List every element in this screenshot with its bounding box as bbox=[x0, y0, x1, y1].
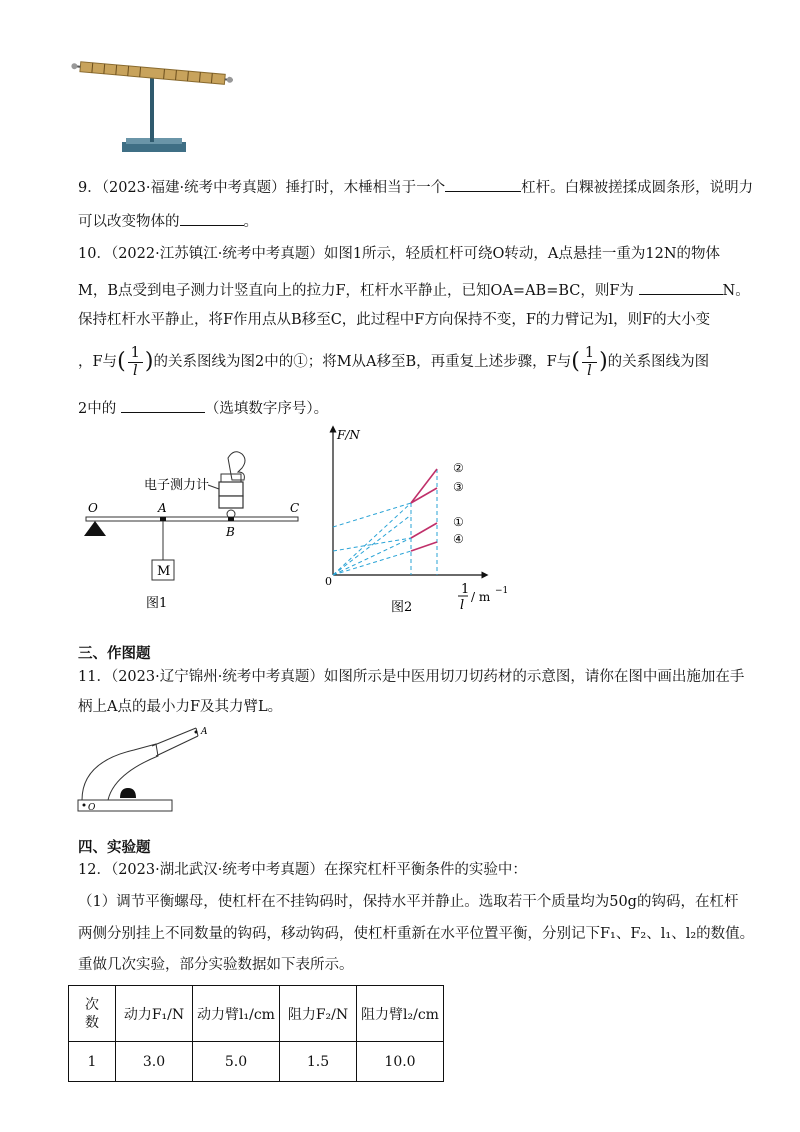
table-header-row bbox=[69, 986, 444, 1042]
q12-line4: 重做几次实验，部分实验数据如下表所示。 bbox=[78, 957, 354, 973]
x-label-num: 1 bbox=[461, 582, 470, 597]
table-cell: 1 bbox=[69, 1042, 116, 1082]
q10-text-e: 的关系图线为图 bbox=[607, 354, 710, 370]
table-row bbox=[69, 1042, 444, 1082]
graph-line-3 bbox=[411, 523, 437, 538]
q11-line2: 柄上A点的最小力F及其力臂L。 bbox=[78, 699, 283, 715]
fig1-caption: 图1 bbox=[146, 596, 168, 611]
frac-num: 1 bbox=[582, 345, 597, 363]
dash-line-4 bbox=[333, 551, 411, 575]
q10-text-f: 2中的 bbox=[78, 401, 117, 417]
table-cell: 1.5 bbox=[280, 1042, 357, 1082]
frac-den: l bbox=[132, 362, 138, 379]
dash-line-3 bbox=[333, 515, 411, 575]
dash-line-1 bbox=[333, 538, 411, 575]
q10-line2 bbox=[78, 278, 750, 301]
q9-text-c: 可以改变物体的 bbox=[78, 214, 180, 230]
q10-line1: 10．（2022·江苏镇江·统考中考真题）如图1所示，轻质杠杆可绕O转动，A点悬挂一重为12N的物体 bbox=[78, 246, 721, 262]
q9-line2 bbox=[78, 209, 258, 232]
q10-line4 bbox=[78, 340, 709, 384]
section-4-title: 四、实验题 bbox=[78, 840, 151, 856]
y-axis-label: F/N bbox=[337, 428, 360, 442]
q10-line5 bbox=[78, 396, 328, 419]
origin-label: 0 bbox=[325, 575, 332, 588]
label-b: B bbox=[226, 525, 235, 539]
figure-2-graph bbox=[315, 425, 515, 615]
x-label-unit-exp: −1 bbox=[495, 586, 509, 596]
label-c: C bbox=[290, 501, 300, 515]
q10-line3: 保持杠杆水平静止，将F作用点从B移至C，此过程中F方向保持不变，F的力臂记为l，则F的大小变 bbox=[78, 312, 711, 328]
q10-blank1[interactable] bbox=[639, 278, 723, 295]
q9-text-d: 。 bbox=[243, 214, 258, 230]
frac-den: l bbox=[587, 362, 592, 379]
q12-line1: 12．（2023·湖北武汉·统考中考真题）在探究杠杆平衡条件的实验中： bbox=[78, 862, 527, 878]
label-o: O bbox=[88, 501, 98, 515]
paren-right: ) bbox=[599, 349, 608, 374]
q9-text-a: 9．（2023·福建·统考中考真题）捶打时，木棰相当于一个 bbox=[78, 180, 446, 196]
label-a: A bbox=[158, 501, 167, 515]
q10-text-b: N。 bbox=[722, 283, 750, 299]
q10-blank2[interactable] bbox=[121, 396, 205, 413]
graph-line-label: ③ bbox=[453, 480, 464, 494]
table-header-cell: 阻力F₂/N bbox=[280, 986, 357, 1042]
fraction-1-over-l bbox=[128, 345, 143, 380]
paren-left: ( bbox=[117, 349, 126, 374]
q11-line1: 11．（2023·辽宁锦州·统考中考真题）如图所示是中医用切刀切药材的示意图，请你在图中画出施加在手 bbox=[78, 669, 745, 685]
fig2-caption: 图2 bbox=[391, 600, 413, 615]
q9-blank2[interactable] bbox=[180, 209, 244, 226]
lever-stand-illustration bbox=[70, 52, 240, 162]
q9-line1 bbox=[78, 175, 753, 198]
figure-1-lever bbox=[78, 440, 308, 615]
graph-line-label: ④ bbox=[453, 532, 464, 546]
table-header-cell: 次数 bbox=[69, 986, 116, 1042]
experiment-data-table bbox=[68, 985, 444, 1082]
table-header-cell: 动力臂l₁/cm bbox=[193, 986, 280, 1042]
x-label-unit: / m bbox=[471, 590, 491, 604]
q10-text-c: ，F与 bbox=[78, 354, 118, 370]
table-cell: 5.0 bbox=[193, 1042, 280, 1082]
knife-label-a: A bbox=[201, 727, 208, 737]
paren-left: ( bbox=[571, 349, 580, 374]
fraction-1-over-l bbox=[582, 345, 597, 380]
paren-right: ) bbox=[144, 349, 154, 374]
frac-num: 1 bbox=[128, 345, 143, 363]
cutting-knife-figure bbox=[74, 722, 208, 814]
graph-line-2 bbox=[411, 488, 437, 503]
q12-line3: 两侧分别挂上不同数量的钩码，移动钩码，使杠杆重新在水平位置平衡，分别记下F₁、F₂、l₁、l₂的数值。 bbox=[78, 926, 755, 942]
q12-line2: （1）调节平衡螺母，使杠杆在不挂钩码时，保持水平并静止。选取若干个质量均为50g的钩码，在杠杆 bbox=[78, 894, 739, 910]
table-header-cell: 动力F₁/N bbox=[116, 986, 193, 1042]
dash-line-2 bbox=[333, 503, 411, 575]
q9-blank1[interactable] bbox=[445, 175, 521, 192]
meter-label: 电子测力计 bbox=[144, 478, 210, 493]
q9-text-b: 杠杆。白粿被搓揉成圆条形，说明力 bbox=[521, 180, 754, 196]
section-3-title: 三、作图题 bbox=[78, 646, 151, 662]
graph-line-label: ② bbox=[453, 461, 464, 475]
q10-text-d: 的关系图线为图2中的①；将M从A移至B，再重复上述步骤，F与 bbox=[153, 354, 572, 370]
table-cell: 3.0 bbox=[116, 1042, 193, 1082]
mass-label: M bbox=[157, 564, 171, 579]
knife-label-o: O bbox=[88, 803, 96, 813]
q10-text-a: M，B点受到电子测力计竖直向上的拉力F，杠杆水平静止，已知OA=AB=BC，则F为 bbox=[78, 283, 634, 299]
graph-line-4 bbox=[411, 542, 437, 551]
graph-line-label: ① bbox=[453, 515, 464, 529]
x-label-den: l bbox=[460, 598, 465, 613]
graph-line-1 bbox=[411, 469, 437, 503]
table-cell: 10.0 bbox=[357, 1042, 444, 1082]
q10-text-g: （选填数字序号）。 bbox=[204, 401, 329, 417]
table-header-cell: 阻力臂l₂/cm bbox=[357, 986, 444, 1042]
